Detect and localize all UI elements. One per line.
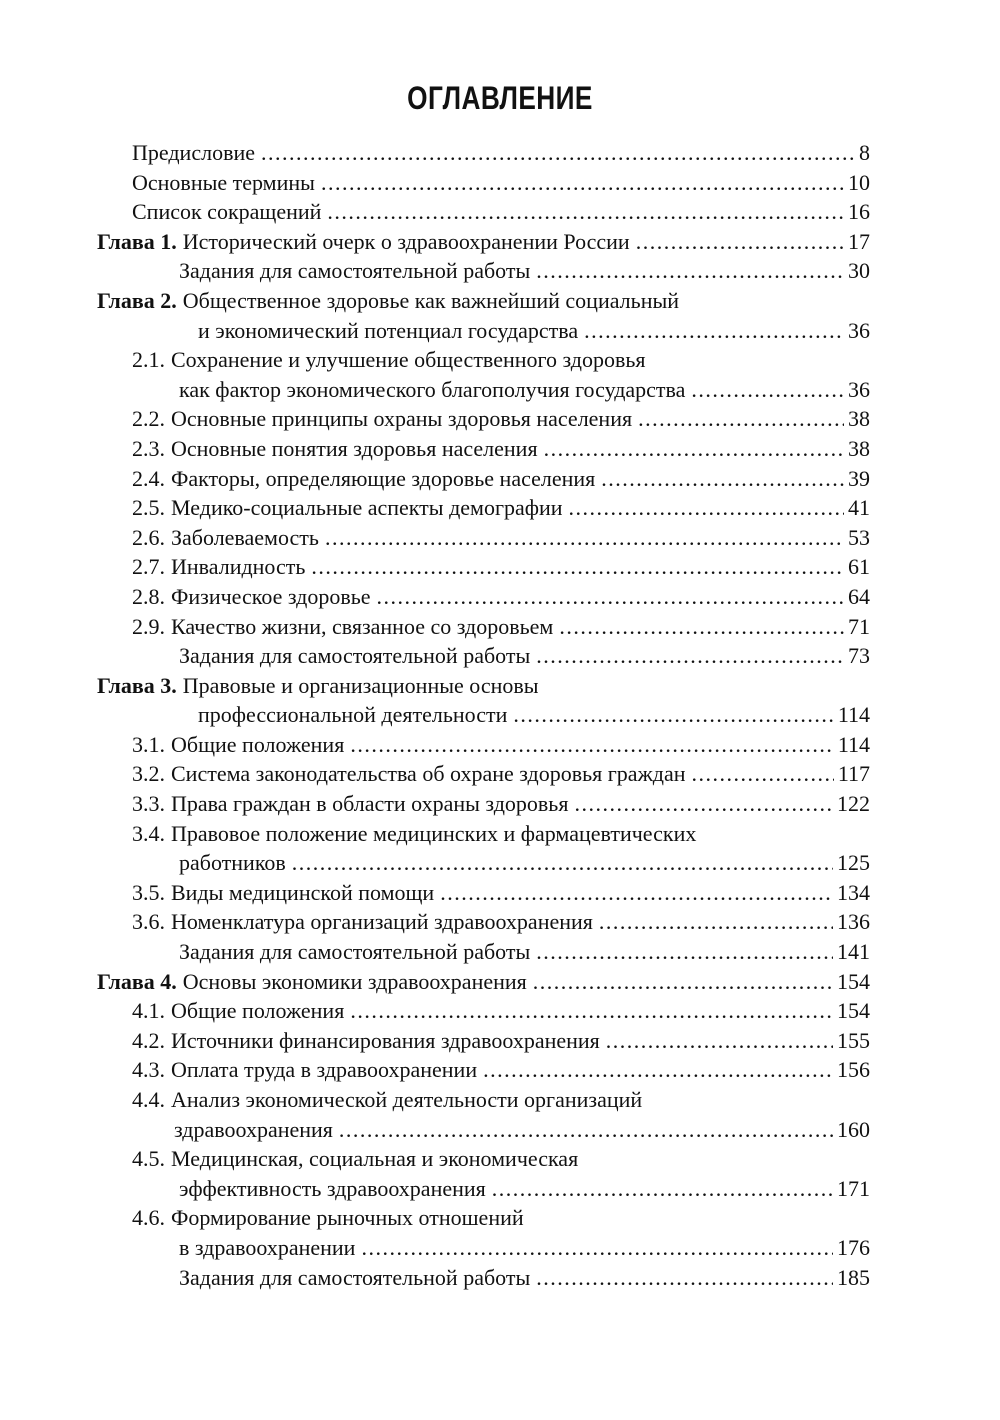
dot-leader: [574, 789, 833, 819]
page-number: 176: [837, 1234, 870, 1260]
toc-entry[interactable]: [97, 552, 870, 582]
entry-title: Общие положения: [171, 998, 345, 1024]
toc-entry[interactable]: [97, 612, 870, 642]
page-number: 160: [837, 1116, 870, 1142]
section-number: 4.6.: [132, 1205, 165, 1231]
entry-title: эффективность здравоохранения: [179, 1175, 486, 1201]
toc-entry[interactable]: [97, 316, 870, 346]
entry-title: Основные термины: [132, 169, 315, 195]
entry-title: Список сокращений: [132, 199, 322, 225]
toc-entry[interactable]: [97, 493, 870, 523]
toc-entry[interactable]: [97, 345, 870, 375]
entry-title: Основы экономики здравоохранения: [182, 968, 527, 994]
toc-entry[interactable]: [97, 730, 870, 760]
entry-title: Физическое здоровье: [171, 583, 371, 609]
dot-leader: [327, 197, 844, 227]
toc-entry[interactable]: [97, 168, 870, 198]
section-number: 2.2.: [132, 406, 165, 432]
toc-entry[interactable]: [97, 641, 870, 671]
section-number: 4.4.: [132, 1087, 165, 1112]
dot-leader: [339, 1115, 833, 1145]
dot-leader: [533, 967, 833, 997]
page-number: 134: [837, 879, 870, 905]
chapter-label: Глава 3.: [97, 672, 177, 698]
page-number: 114: [837, 731, 870, 757]
page-number: 41: [848, 495, 870, 521]
toc-entry[interactable]: [97, 1144, 870, 1174]
dot-leader: [492, 1174, 833, 1204]
page-number: 154: [837, 998, 870, 1024]
dot-leader: [350, 996, 833, 1026]
page-title: ОГЛАВЛЕНИЕ: [407, 80, 593, 116]
chapter-label: Глава 1.: [97, 228, 177, 254]
entry-title: Основные понятия здоровья населения: [171, 435, 538, 461]
entry-title: Задания для самостоятельной работы: [179, 258, 531, 284]
dot-leader: [638, 404, 844, 434]
page-number: 125: [837, 850, 870, 876]
dot-leader: [536, 937, 833, 967]
toc-entry[interactable]: [97, 1174, 870, 1204]
section-number: 3.5.: [132, 879, 165, 905]
page-number: 185: [837, 1264, 870, 1290]
page-number: 39: [848, 465, 870, 491]
entry-title: Общественное здоровье как важнейший социальный: [182, 287, 680, 313]
dot-leader: [691, 375, 844, 405]
dot-leader: [440, 878, 833, 908]
page-number: 36: [848, 317, 870, 343]
dot-leader: [311, 552, 844, 582]
toc-entry[interactable]: [97, 464, 870, 494]
dot-leader: [692, 759, 834, 789]
page-number: 73: [848, 643, 870, 669]
page-number: 122: [837, 791, 870, 817]
toc-entry[interactable]: [97, 819, 870, 849]
dot-leader: [569, 493, 844, 523]
page-number: 17: [848, 228, 870, 254]
page-number: 117: [837, 761, 870, 787]
toc-entry[interactable]: [97, 523, 870, 553]
toc-entry[interactable]: [97, 848, 870, 878]
dot-leader: [544, 434, 844, 464]
entry-title: Источники финансирования здравоохранения: [171, 1027, 600, 1053]
section-number: 3.4.: [132, 820, 165, 846]
entry-title: как фактор экономического благополучия государства: [179, 376, 686, 402]
dot-leader: [584, 316, 844, 346]
dot-leader: [606, 1026, 833, 1056]
dot-leader: [350, 730, 833, 760]
section-number: 2.5.: [132, 495, 165, 521]
page-number: 10: [848, 169, 870, 195]
page-number: 156: [837, 1057, 870, 1083]
entry-title: Сохранение и улучшение общественного здоровья: [171, 347, 646, 373]
toc-entry[interactable]: [97, 1115, 870, 1145]
toc-entry[interactable]: [97, 967, 870, 997]
toc-entry[interactable]: [97, 1085, 870, 1115]
entry-title: Исторический очерк о здравоохранении России: [182, 228, 630, 254]
page-number: 38: [848, 435, 870, 461]
table-of-contents: [97, 138, 870, 1292]
section-number: 2.7.: [132, 554, 165, 580]
page-number: 71: [848, 613, 870, 639]
toc-entry[interactable]: [97, 138, 870, 168]
toc-entry[interactable]: [97, 907, 870, 937]
section-number: 4.1.: [132, 998, 165, 1024]
dot-leader: [513, 700, 833, 730]
dot-leader: [599, 907, 833, 937]
entry-title: и экономический потенциал государства: [198, 317, 579, 343]
entry-title: Система законодательства об охране здоровья граждан: [171, 761, 686, 787]
dot-leader: [292, 848, 833, 878]
page-number: 64: [848, 583, 870, 609]
entry-title: Оплата труда в здравоохранении: [171, 1057, 478, 1083]
entry-title: здравоохранения: [174, 1116, 333, 1142]
toc-entry[interactable]: [97, 375, 870, 405]
page-number: 16: [848, 199, 870, 225]
toc-entry[interactable]: [97, 1026, 870, 1056]
section-number: 3.1.: [132, 731, 165, 757]
toc-entry[interactable]: [97, 996, 870, 1026]
page-number: 136: [837, 909, 870, 935]
entry-title: Правовое положение медицинских и фармацевтических: [171, 820, 697, 846]
chapter-label: Глава 2.: [97, 287, 177, 313]
toc-entry[interactable]: [97, 1263, 870, 1293]
page-number: 8: [859, 140, 870, 165]
section-number: 2.9.: [132, 613, 165, 639]
entry-title: Инвалидность: [171, 554, 306, 580]
section-number: 4.5.: [132, 1146, 165, 1172]
entry-title: в здравоохранении: [179, 1234, 356, 1260]
toc-entry[interactable]: [97, 1055, 870, 1085]
section-number: 2.4.: [132, 465, 165, 491]
toc-entry[interactable]: [97, 789, 870, 819]
dot-leader: [636, 227, 844, 257]
entry-title: Права граждан в области охраны здоровья: [171, 791, 569, 817]
dot-leader: [325, 523, 844, 553]
entry-title: Задания для самостоятельной работы: [179, 939, 531, 965]
page-number: 114: [837, 702, 870, 728]
entry-title: Медико-социальные аспекты демографии: [171, 495, 563, 521]
page-number: 155: [837, 1027, 870, 1053]
toc-entry[interactable]: [97, 878, 870, 908]
page-number: 53: [848, 524, 870, 550]
page-number: 141: [837, 939, 870, 965]
dot-leader: [536, 641, 844, 671]
entry-title: Факторы, определяющие здоровье населения: [171, 465, 596, 491]
section-number: 2.6.: [132, 524, 165, 550]
entry-title: Задания для самостоятельной работы: [179, 643, 531, 669]
toc-entry[interactable]: [97, 671, 870, 701]
dot-leader: [261, 138, 855, 168]
entry-title: Номенклатура организаций здравоохранения: [171, 909, 593, 935]
page-number: 171: [837, 1175, 870, 1201]
section-number: 2.3.: [132, 435, 165, 461]
page-number: 36: [848, 376, 870, 402]
entry-title: Предисловие: [132, 140, 255, 165]
section-number: 3.2.: [132, 761, 165, 787]
entry-title: Качество жизни, связанное со здоровьем: [171, 613, 554, 639]
dot-leader: [536, 1263, 833, 1293]
toc-entry[interactable]: [97, 582, 870, 612]
toc-entry[interactable]: [97, 700, 870, 730]
section-number: 3.3.: [132, 791, 165, 817]
section-number: 2.8.: [132, 583, 165, 609]
entry-title: Основные принципы охраны здоровья населения: [171, 406, 633, 432]
toc-entry[interactable]: [97, 286, 870, 316]
entry-title: Правовые и организационные основы: [182, 672, 539, 698]
section-number: 4.2.: [132, 1027, 165, 1053]
entry-title: Анализ экономической деятельности организаций: [171, 1087, 643, 1112]
entry-title: Заболеваемость: [171, 524, 319, 550]
toc-entry[interactable]: [97, 1233, 870, 1263]
toc-entry[interactable]: [97, 227, 870, 257]
toc-entry[interactable]: [97, 937, 870, 967]
toc-entry[interactable]: [97, 434, 870, 464]
dot-leader: [321, 168, 844, 198]
chapter-label: Глава 4.: [97, 968, 177, 994]
toc-entry[interactable]: [97, 256, 870, 286]
page-number: 61: [848, 554, 870, 580]
toc-entry[interactable]: [97, 197, 870, 227]
dot-leader: [559, 612, 844, 642]
section-number: 3.6.: [132, 909, 165, 935]
entry-title: профессиональной деятельности: [198, 702, 508, 728]
entry-title: Задания для самостоятельной работы: [179, 1264, 531, 1290]
entry-title: Общие положения: [171, 731, 345, 757]
entry-title: работников: [179, 850, 286, 876]
entry-title: Формирование рыночных отношений: [171, 1205, 524, 1231]
page-number: 30: [848, 258, 870, 284]
dot-leader: [601, 464, 844, 494]
toc-entry[interactable]: [97, 1203, 870, 1233]
dot-leader: [361, 1233, 833, 1263]
entry-title: Виды медицинской помощи: [171, 879, 435, 905]
page-number: 154: [837, 968, 870, 994]
page-number: 38: [848, 406, 870, 432]
entry-title: Медицинская, социальная и экономическая: [171, 1146, 579, 1172]
toc-entry[interactable]: [97, 404, 870, 434]
section-number: 2.1.: [132, 347, 165, 373]
dot-leader: [377, 582, 844, 612]
section-number: 4.3.: [132, 1057, 165, 1083]
toc-entry[interactable]: [97, 759, 870, 789]
dot-leader: [536, 256, 844, 286]
dot-leader: [483, 1055, 833, 1085]
